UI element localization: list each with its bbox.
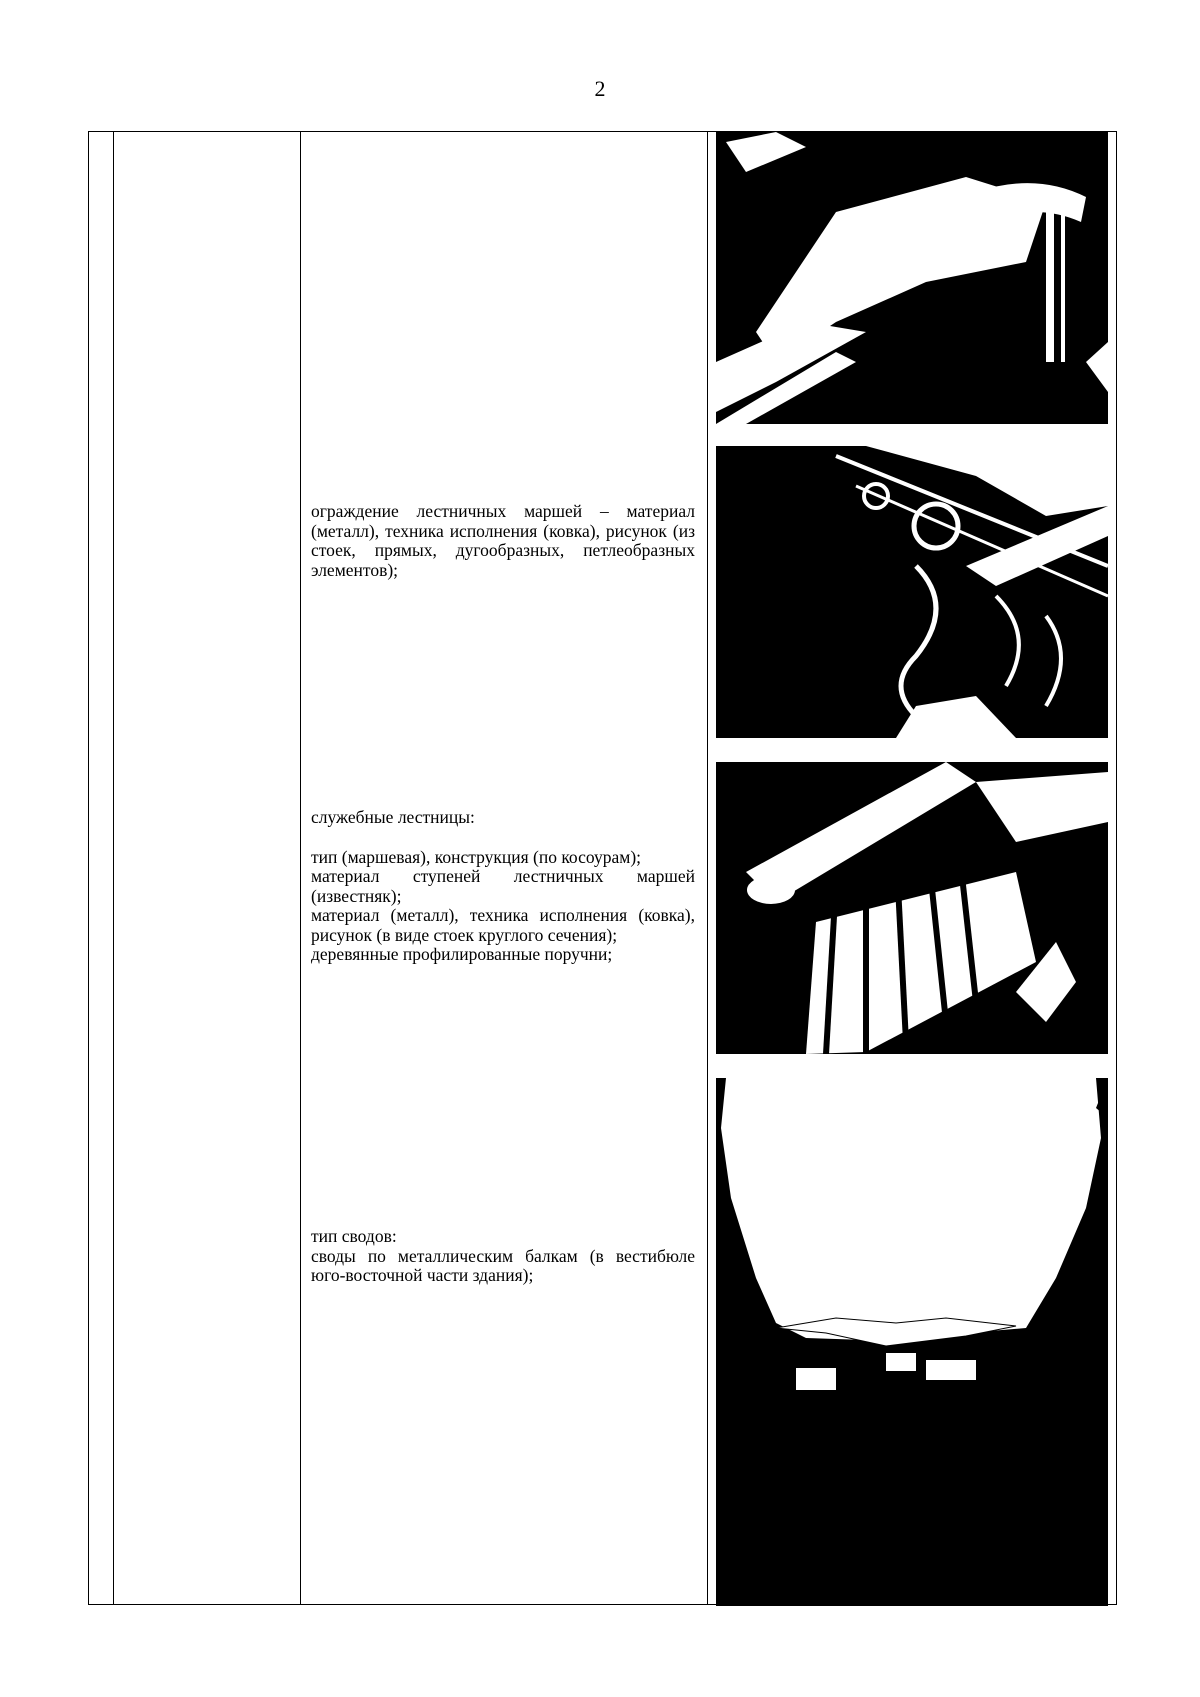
service-stairs-description: [311, 808, 695, 965]
object-table: [88, 131, 1117, 1605]
railing-text: ограждение лестничных маршей – материал (металл), техника исполнения (ковка), рисунок (из стоек, прямых, дугообразных, петлеобразных элементов);: [311, 501, 695, 580]
staircase-photo: [716, 132, 1108, 424]
forged-railing-photo: [716, 446, 1108, 738]
service-stairs-handrails: деревянные профилированные поручни;: [311, 944, 613, 964]
service-stairs-type: тип (маршевая), конструкция (по косоурам);: [311, 846, 642, 867]
description-column: [301, 132, 708, 1605]
vault-text: своды по металлическим балкам (в вестибюле юго-восточной части здания);: [311, 1245, 695, 1285]
photo-column: [708, 132, 1117, 1605]
service-stairs-title: служебные лестницы:: [311, 807, 475, 827]
service-stairs-photo: [716, 762, 1108, 1054]
vault-description: [311, 1227, 695, 1286]
service-stairs-railing: материал (металл), техника исполнения (ковка), рисунок (в виде стоек круглого сечения);: [311, 905, 695, 945]
name-column: [114, 132, 301, 1605]
railing-description: [311, 502, 695, 580]
page-number: 2: [594, 76, 606, 101]
vault-title: тип сводов:: [311, 1226, 397, 1246]
number-column: [89, 132, 114, 1605]
vault-photo: [716, 1078, 1108, 1606]
service-stairs-steps: материал ступеней лестничных маршей (известняк);: [311, 866, 695, 906]
